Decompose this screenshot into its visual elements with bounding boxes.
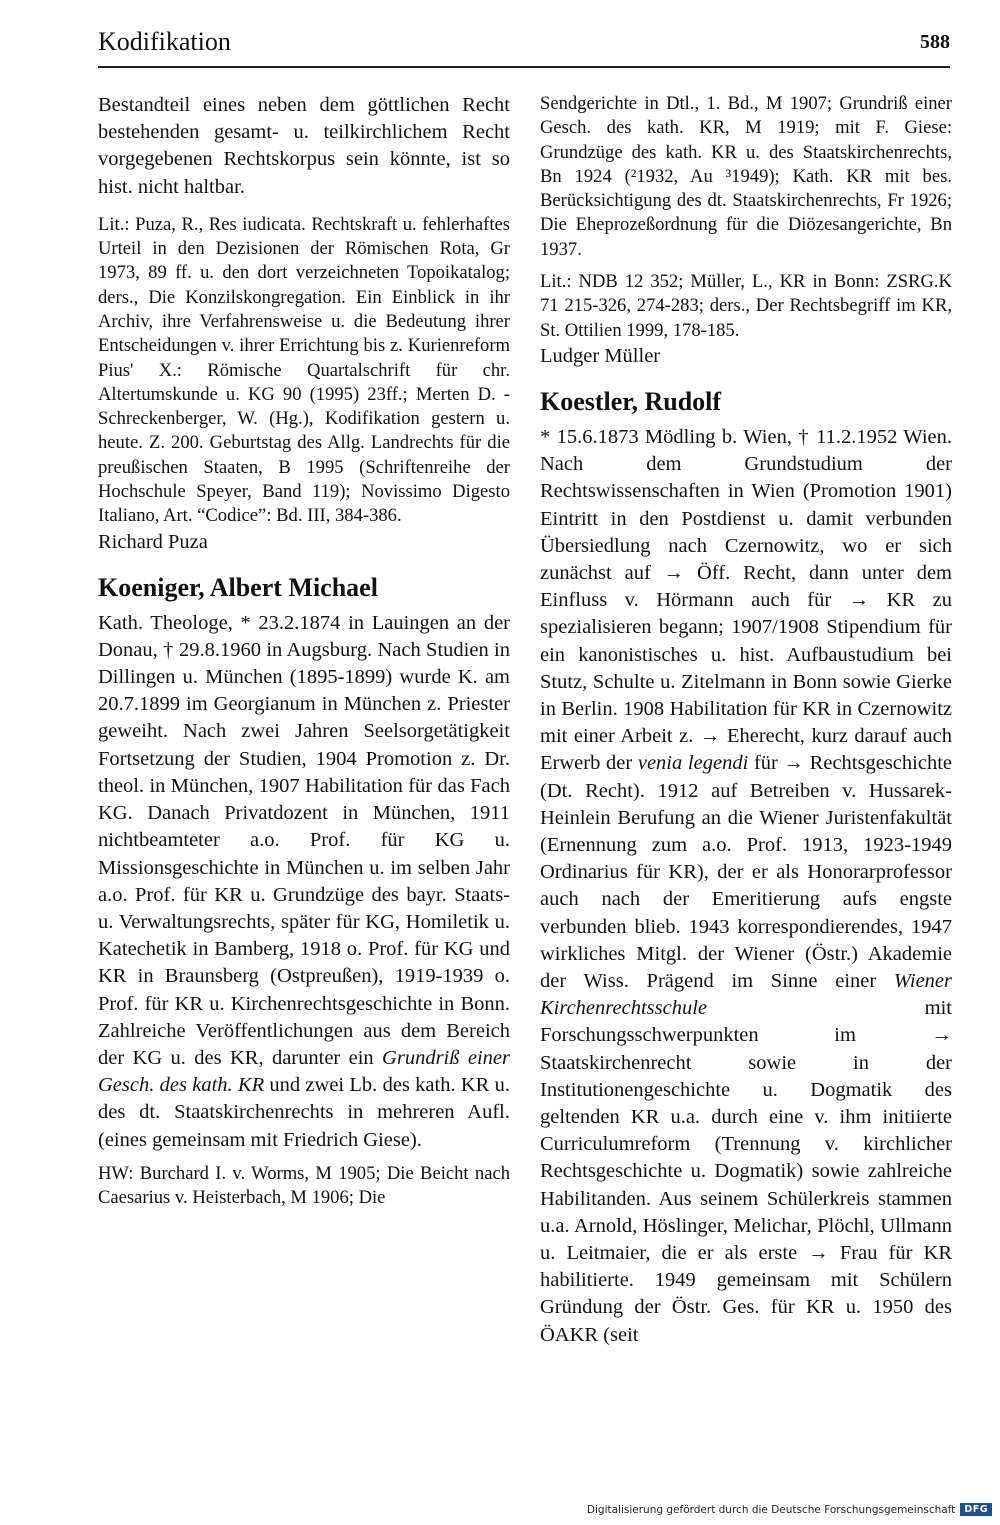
running-title: Kodifikation xyxy=(98,27,231,56)
article-author: Ludger Müller xyxy=(540,344,661,367)
literature-paragraph: Lit.: Puza, R., Res iudicata. Rechtskraft u. fehlerhaftes Urteil in den Dezisionen der Römischen Rota, Gr 1973, 89 ff. u. den dort verzeichneten Topoikatalog; ders., Die Konzilskongregation. Ein Einblick in ihr Archiv, ihre Verfahrensweise u. die Bedeutung ihrer Entscheidungen v. ihrer Errichtung bis z. Kurienreform Pius' X.: Römische Quartalschrift für chr. Altertumskunde u. KG 90 (1995) 23ff.; Merten D. - Schreckenberger, W. (Hg.), Kodifikation gestern u. heute. Z. 200. Geburtstag des Allg. Landrechts für die preußischen Staaten, B 1995 (Schriftenreihe der Hochschule Speyer, Band 119); Novissimo Digesto Italiano, Art. “Codice”: Bd. III, 384-386. xyxy=(98,213,510,527)
entry-title-koeniger: Koeniger, Albert Michael xyxy=(98,572,378,602)
bio-italic-title: Grundriß einer Gesch. des kath. KR xyxy=(98,1046,510,1097)
bio-text: * 15.6.1873 Mödling b. Wien, † 11.2.1952 Wien. Nach dem Grundstudium der Rechtswissenschaften in Wien (Promotion 1901) Eintritt in den Postdienst u. damit verbunden Übersiedlung nach Czernowitz, wo er sich zunächst auf → Öff. Recht, dann unter dem Einfluss v. Hörmann auch für → KR zu spezialisieren begann; 1907/1908 Stipendium für ein kanonistisches u. hist. Aufbaustudium bei Stutz, Schulte u. Zitelmann in Bonn sowie Gierke in Berlin. 1908 Habilitation für KR in Czernowitz mit einer Arbeit z. → Eherecht, kurz darauf auch Erwerb der xyxy=(540,425,952,775)
bio-italic-term: venia legendi xyxy=(637,752,749,775)
bio-italic-term: Wiener Kirchenrechtsschule xyxy=(540,970,952,1020)
header-rule xyxy=(98,66,950,68)
left-column xyxy=(98,92,510,1210)
right-column xyxy=(540,92,952,1349)
page-header xyxy=(98,22,950,68)
works-paragraph: HW: Burchard I. v. Worms, M 1905; Die Beicht nach Caesarius v. Heisterbach, M 1906; Die xyxy=(98,1162,510,1209)
bio-text: Kath. Theologe, * 23.2.1874 in Lauingen an der Donau, † 29.8.1960 in Augsburg. Nach Studien in Dillingen u. München (1895-1899) wurde K. am 20.7.1899 im Georgianum in München z. Priester geweiht. Nach zwei Jahren Seelsorgetätigkeit Fortsetzung der Studien, 1904 Promotion z. Dr. theol. in München, 1907 Habilitation für das Fach KG. Danach Privatdozent in München, 1911 nichtbeamteter a.o. Prof. für KG u. Missionsgeschichte in München u. im selben Jahr a.o. Prof. für KR u. Grundzüge des bayr. Staats- u. Verwaltungsrechts, später für KG, Homiletik u. Katechetik in Bamberg, 1918 o. Prof. für KG und KR in Braunsberg (Ostpreußen), 1919-1939 o. Prof. für KR u. Kirchenrechtsgeschichte in Bonn. Zahlreiche Veröffentlichungen aus dem Bereich der KG u. des KR, darunter ein xyxy=(98,611,510,1069)
bio-text: mit Forschungsschwerpunkten im → Staatskirchenrecht sowie in der Institutionengeschichte u. Dogmatik des geltenden KR u.a. durch eine v. ihm initiierte Curriculumreform (Trennung v. kirchlicher Rechtsgeschichte u. Dogmatik) sowie zahlreiche Habilitanden. Aus seinem Schülerkreis stammen u.a. Arnold, Höslinger, Melichar, Plöchl, Ullmann u. Leitmaier, die er als erste → Frau für KR habilitierte. 1949 gemeinsam mit Schülern Gründung der Östr. Ges. für KR u. 1950 des ÖAKR (seit xyxy=(540,997,952,1346)
continuation-paragraph: Bestandteil eines neben dem göttlichen Recht bestehenden gesamt- u. teilkirchlichem Recht vorgegebenen Rechtskorpus sein könnte, ist so hist. nicht haltbar. xyxy=(98,94,510,198)
bio-text: und zwei Lb. des kath. KR u. des dt. Staatskirchenrechts in mehreren Aufl. (eines gemeinsam mit Friedrich Giese). xyxy=(98,1074,510,1151)
entry-title-koestler: Koestler, Rudolf xyxy=(540,386,722,416)
biography-paragraph xyxy=(540,424,952,1349)
page-number: 588 xyxy=(920,31,950,53)
literature-paragraph: Lit.: NDB 12 352; Müller, L., KR in Bonn: ZSRG.K 71 215-326, 274-283; ders., Der Rechtsbegriff im KR, St. Ottilien 1999, 178-185. xyxy=(540,271,952,341)
bio-text: für → Rechtsgeschichte (Dt. Recht). 1912 auf Betreiben v. Hussarek-Heinlein Berufung an die Wiener Juristenfakultät (Ernennung zum a.o. Prof. 1913, 1923-1949 Ordinarius für KR), der er als Honorarprofessor auch nach der Emeritierung aufs engste verbunden blieb. 1943 korrespondierendes, 1947 wirkliches Mitgl. der Wiener (Östr.) Akademie der Wiss. Prägend im Sinne einer xyxy=(540,752,952,993)
dfg-logo: DFG xyxy=(960,1503,992,1516)
works-continuation-paragraph: Sendgerichte in Dtl., 1. Bd., M 1907; Grundriß einer Gesch. des kath. KR, M 1919; mit F. Giese: Grundzüge des kath. KR u. des Staatskirchenrechts, Bn 1924 (²1932, Au ³1949); Kath. KR mit bes. Berücksichtigung des dt. Staatskirchenrechts, Fr 1926; Die Eheprozeßordnung für die Diözesangerichte, Bn 1937. xyxy=(540,93,952,260)
footer-text: Digitalisierung gefördert durch die Deutsche Forschungsgemeinschaft xyxy=(586,1503,956,1516)
footer-credit xyxy=(587,1503,992,1516)
biography-paragraph xyxy=(98,610,510,1154)
article-author: Richard Puza xyxy=(98,530,208,553)
